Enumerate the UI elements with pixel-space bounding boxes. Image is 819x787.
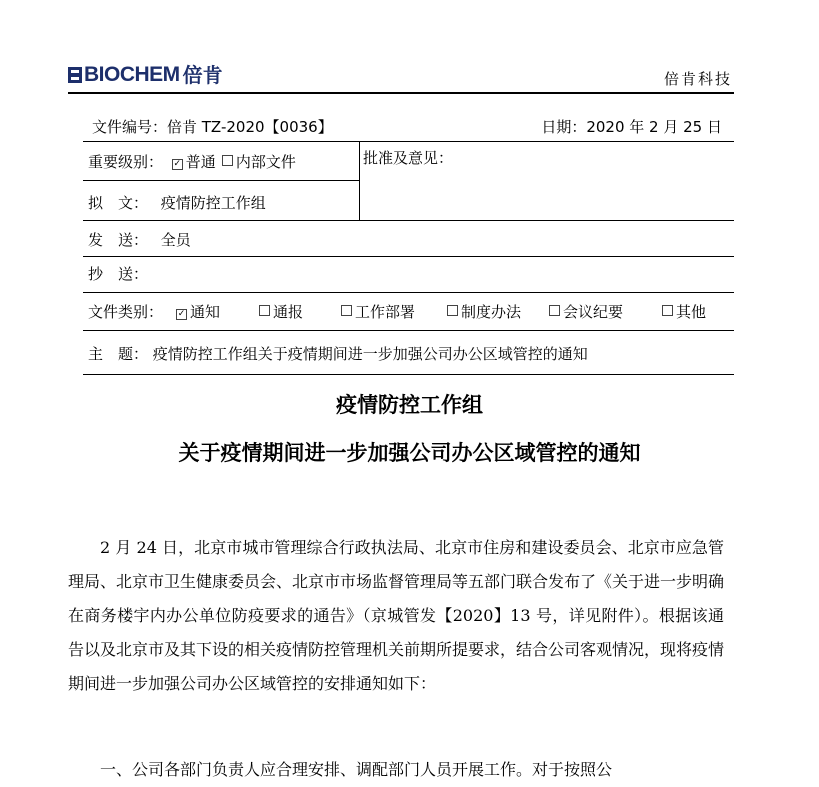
body-paragraph-2: 一、公司各部门负责人应合理安排、调配部门人员开展工作。对于按照公 [100,760,613,779]
checkbox-checked-icon[interactable]: ✓ [177,309,186,319]
notice-title-line1: 疫情防控工作组 [336,393,483,417]
form-line [83,220,734,221]
checkbox-label: 通知 [190,303,221,321]
doc-date: 日期：2020 年 2 月 25 日 [541,118,722,136]
logo-text-cn: 倍肯 [182,63,223,87]
form-line [83,330,734,331]
company-name: 倍肯科技 [663,70,732,88]
form-line [83,374,734,375]
checkbox-label: 会议纪要 [563,303,624,321]
checkbox-option[interactable] [447,302,521,322]
checkbox-empty-icon[interactable] [447,305,458,316]
checkbox-label: 工作部署 [355,303,416,321]
checkbox-option[interactable] [662,302,706,322]
checkbox-empty-icon[interactable] [259,305,270,316]
checkbox-option[interactable] [341,302,415,322]
checkbox-label: 制度办法 [461,303,522,321]
checkbox-option[interactable] [176,302,220,322]
checkbox-option[interactable] [222,153,296,171]
notice-title-line2: 关于疫情期间进一步加强公司办公区域管控的通知 [178,441,641,465]
header-divider [68,92,734,94]
category-label: 文件类别： [88,303,164,321]
subject-row [88,344,588,364]
approval-label: 批准及意见： [363,149,454,167]
checkbox-checked-icon[interactable]: ✓ [173,159,182,169]
checkbox-option[interactable] [172,153,216,171]
form-line [83,141,734,142]
importance-label: 重要级别： [88,153,164,171]
drafter-row [88,193,266,213]
checkbox-label: 通报 [273,303,304,321]
checkbox-empty-icon[interactable] [222,155,233,166]
doc-number: 文件编号：倍肯 TZ-2020【0036】 [92,118,333,136]
form-line [83,180,360,181]
importance-row [88,152,296,172]
checkbox-option[interactable] [259,302,303,322]
checkbox-empty-icon[interactable] [662,305,673,316]
checkbox-label: 普通 [185,153,216,171]
form-line [83,256,734,257]
send-row [88,230,191,250]
checkbox-option[interactable] [549,302,623,322]
send-value: 全员 [160,231,191,249]
logo-text-en: BIOCHEM [84,63,180,86]
checkbox-label: 其他 [676,303,707,321]
form-vertical-divider [359,141,360,221]
subject-value: 疫情防控工作组关于疫情期间进一步加强公司办公区域管控的通知 [152,345,588,363]
importance-options [168,153,296,171]
body-paragraph-1: 2 月 24 日，北京市城市管理综合行政执法局、北京市住房和建设委员会、北京市应急管理局、北京市卫生健康委员会、北京市市场监督管理局等五部门联合发布了《关于进一步明确在商务楼宇内办公单位防疫要求的通告》（京城管发【2020】13 号，详见附件）。根据该通告以及北京市及其下设的相关疫情防控管理机关前期所提要求，结合公司客观情况，现将疫情期间进一步加强公司办公区域管控的安排通知如下： [68,538,725,693]
subject-label: 主 题： [88,345,149,363]
cc-label: 抄 送： [88,265,149,283]
form-line [83,292,734,293]
logo-mark-icon [68,66,82,84]
drafter-label: 拟 文： [88,194,149,212]
company-logo [68,63,223,87]
drafter-value: 疫情防控工作组 [160,194,266,212]
checkbox-empty-icon[interactable] [549,305,560,316]
checkbox-empty-icon[interactable] [341,305,352,316]
send-label: 发 送： [88,231,149,249]
checkbox-label: 内部文件 [235,153,296,171]
